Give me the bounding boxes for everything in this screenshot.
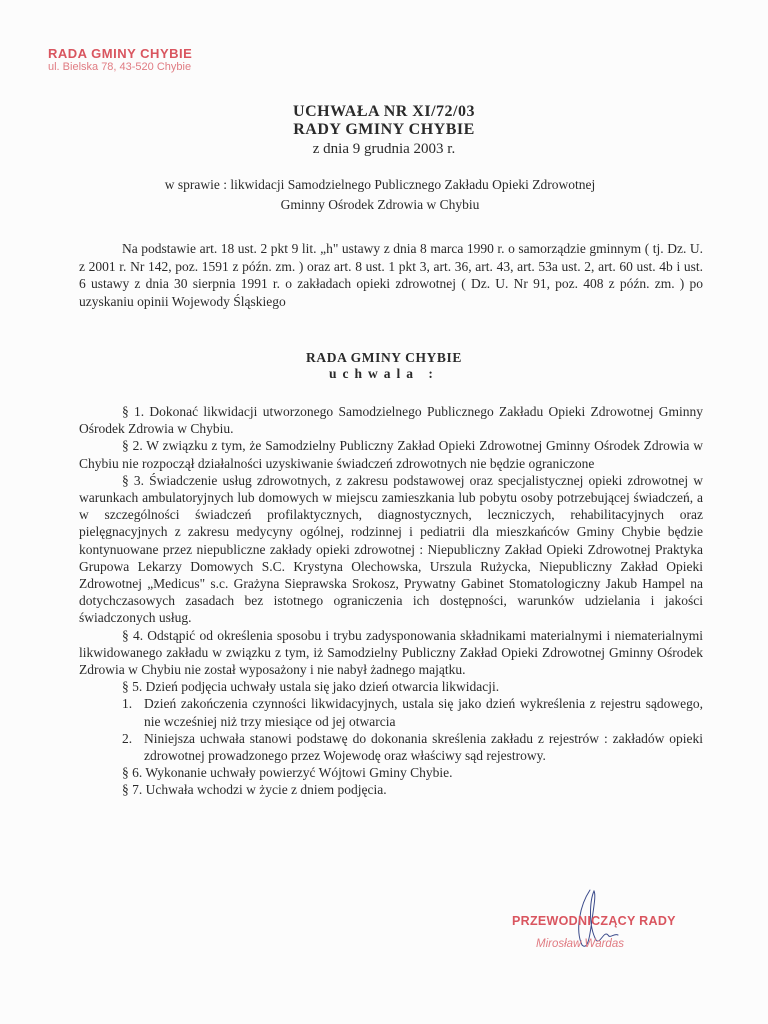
stamp-address: ul. Bielska 78, 43-520 Chybie (48, 61, 192, 73)
council-stamp (48, 46, 192, 74)
section-2: § 2. W związku z tym, że Samodzielny Publiczny Zakład Opieki Zdrowotnej Gminny Ośrodek Zdrowia w Chybiu nie rozpoczął działalności uzyskiwanie świadczeń zdrowotnych nie będzie ograniczone (79, 438, 703, 471)
resolution-issuer: RADY GMINY CHYBIE (293, 121, 475, 138)
list-item (122, 695, 703, 729)
section-4: § 4. Odstąpić od określenia sposobu i trybu zadysponowania składnikami materialnymi i niematerialnymi likwidowanego zakładu w związku z tym, iż Samodzielny Publiczny Zakład Opieki Zdrowotnej Gminny Ośrodek Zdrowia w Chybiu nie został wyposażony i nie nabył żadnego majątku. (79, 627, 703, 678)
section-6: § 6. Wykonanie uchwały powierzyć Wójtowi Gminy Chybie. (122, 765, 453, 781)
stamp-name: RADA GMINY CHYBIE (48, 46, 193, 61)
section-5: § 5. Dzień podjęcia uchwały ustala się jako dzień otwarcia likwidacji. (122, 679, 500, 695)
list-item-number: 1. (122, 696, 133, 712)
section-7: § 7. Uchwała wchodzi w życie z dniem podjęcia. (122, 782, 387, 798)
section-3: § 3. Świadczenie usług zdrowotnych, z zakresu podstawowej oraz specjalistycznej opieki zdrowotnej w warunkach ambulatoryjnych lub domowych w miejscu zamieszkania lub pobytu osoby potrzebującej świadczeń, a w szczególności świadczeń profilaktycznych, diagnostycznych, leczniczych, rehabilitacyjnych oraz pielęgnacyjnych z zakresu medycyny ogólnej, rodzinnej i pediatrii dla mieszkańców Gminy Chybie będzie kontynuowane przez niepubliczne zakłady opieki zdrowotnej : Niepubliczny Zakład Opieki Zdrowotnej Praktyka Grupowa Lekarzy Domowych S.C. Krystyna Olechowska, Urszula Rużycka, Niepubliczny Zakład Opieki Zdrowotnej „Medicus" s.c. Grażyna Sieprawska Srokosz, Prywatny Gabinet Stomatologiczny Jakub Hampel na dotychczasowych zasadach bez istotnego ograniczenia ich dostępności, warunków udzielania i jakości świadczonych usług. (79, 472, 703, 626)
signatory-role: PRZEWODNICZĄCY RADY (512, 914, 676, 928)
signature-block (512, 914, 722, 950)
council-heading (0, 350, 768, 382)
section-1: § 1. Dokonać likwidacji utworzonego Samodzielnego Publicznego Zakładu Opieki Zdrowotnej Gminny Ośrodek Zdrowia w Chybiu. (79, 404, 703, 437)
resolution-subject (100, 175, 660, 215)
subject-line-1: w sprawie : likwidacji Samodzielnego Publicznego Zakładu Opieki Zdrowotnej (164, 177, 596, 192)
subject-line-2: Gminny Ośrodek Zdrowia w Chybiu (280, 197, 480, 212)
section-5-list (79, 695, 703, 764)
council-resolves: uchwala : (329, 366, 439, 381)
list-item-text: Dzień zakończenia czynności likwidacyjnych, ustala się jako dzień wykreślenia z rejestru sądowego, nie wcześniej niż trzy miesiące od jej otwarcia (144, 696, 703, 729)
resolution-title: UCHWAŁA NR XI/72/03 (293, 103, 475, 120)
council-name: RADA GMINY CHYBIE (306, 350, 462, 365)
signatory-name: Mirosław Wardas (536, 938, 624, 950)
list-item (122, 730, 703, 764)
list-item-text: Niniejsza uchwała stanowi podstawę do dokonania skreślenia zakładu z rejestrów : zakładów opieki zdrowotnej prowadzonego przez Wojewodę oraz właściwy sąd rejestrowy. (144, 730, 703, 764)
list-item-number: 2. (122, 730, 133, 746)
legal-basis: Na podstawie art. 18 ust. 2 pkt 9 lit. „h" ustawy z dnia 8 marca 1990 r. o samorządzie gminnym ( tj. Dz. U. z 2001 r. Nr 142, poz. 1591 z późn. zm. ) oraz art. 8 ust. 1 pkt 3, art. 36, art. 43, art. 53a ust. 2, art. 60 ust. 4b i ust. 6 ustawy z dnia 30 sierpnia 1991 r. o zakładach opieki zdrowotnej ( Dz. U. Nr 91, poz. 408 z późn. zm. ) po uzyskaniu opinii Wojewody Śląskiego (79, 241, 703, 309)
resolution-date: z dnia 9 grudnia 2003 r. (312, 141, 456, 157)
resolution-body (79, 403, 703, 799)
